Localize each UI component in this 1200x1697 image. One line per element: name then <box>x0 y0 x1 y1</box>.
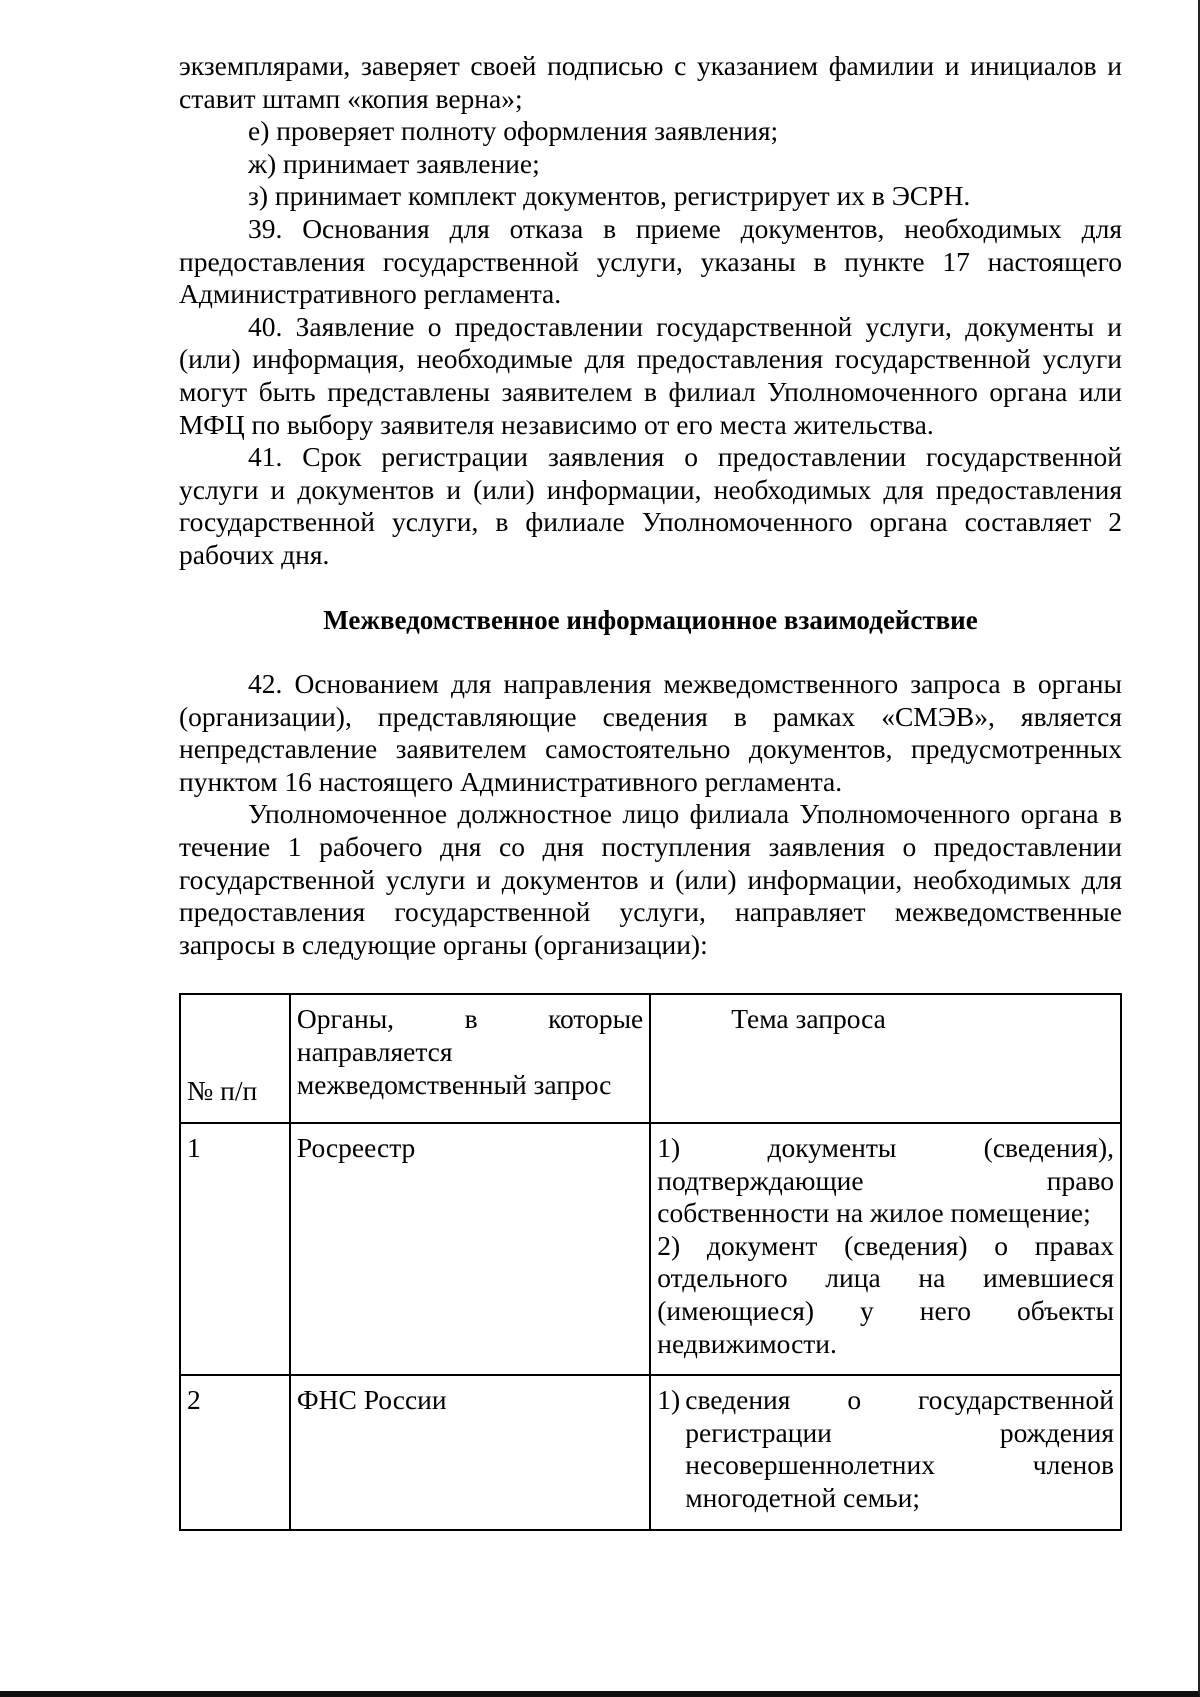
table-row <box>180 1123 1121 1375</box>
table-header-row <box>180 994 1121 1123</box>
header-organization <box>290 994 650 1123</box>
topic-item: 1) документы (сведения), подтверждающие право собственности на жилое помещение; <box>657 1132 1114 1229</box>
paragraph-40: 40. Заявление о предоставлении государственной услуги, документы и (или) информация, необходимые для предоставления государственной услуги могут быть представлены заявителем в филиал Уполномоченного органа или МФЦ по выбору заявителя независимо от его места жительства. <box>179 310 1122 440</box>
topic-item: 2) документ (сведения) о правах отдельного лица на имевшиеся (имеющиеся) у него объекты недвижимости. <box>657 1229 1114 1359</box>
paragraph-request-procedure: Уполномоченное должностное лицо филиала Уполномоченного органа в течение 1 рабочего дня со дня поступления заявления о предоставлении государственной услуги и документов и (или) информации, необходимых для предоставления государственной услуги, направляет межведомственные запросы в следующие органы (организации): <box>179 798 1122 960</box>
row-request-topic <box>650 1375 1121 1529</box>
row-organization: Росреестр <box>290 1123 650 1375</box>
header-org-word-1: Органы, <box>296 1003 395 1035</box>
header-organization-first-line <box>297 1003 643 1036</box>
topic-item <box>657 1384 1114 1514</box>
document-body <box>179 50 1122 1531</box>
paragraph-41: 41. Срок регистрации заявления о предоставлении государственной услуги и документов и (или) информации, необходимых для предоставления государственной услуги, в филиале Уполномоченного органа составляет 2 рабочих дня. <box>179 441 1122 570</box>
table-row <box>180 1375 1121 1529</box>
paragraph-copy-certification: экземплярами, заверяет своей подписью с указанием фамилии и инициалов и ставит штамп «копия верна»; <box>179 50 1122 114</box>
topic-item-text: сведения о государственной регистрации рождения несовершеннолетних членов многодетной семьи; <box>685 1384 1114 1513</box>
row-organization: ФНС России <box>290 1375 650 1529</box>
section-heading: Межведомственное информационное взаимодействие <box>323 604 978 635</box>
paragraph-item-zh: ж) принимает заявление; <box>248 147 540 179</box>
paragraph-item-z: з) принимает комплект документов, регистрирует их в ЭСРН. <box>248 180 971 212</box>
paragraph-item-e: е) проверяет полноту оформления заявления; <box>248 115 779 147</box>
header-request-topic: Тема запроса <box>650 994 1121 1123</box>
header-organization-rest: направляется межведомственный запрос <box>296 1036 612 1100</box>
header-org-word-3: которые <box>548 1003 644 1035</box>
row-number: 1 <box>180 1123 290 1375</box>
row-number: 2 <box>180 1375 290 1529</box>
interagency-request-table <box>179 993 1122 1530</box>
header-org-word-2: в <box>464 1003 478 1035</box>
header-number: № п/п <box>180 994 290 1123</box>
paragraph-42: 42. Основанием для направления межведомственного запроса в органы (организации), представляющие сведения в рамках «СМЭВ», является непредставление заявителем самостоятельно документов, предусмотренных пунктом 16 настоящего Административного регламента. <box>179 668 1122 797</box>
paragraph-39: 39. Основания для отказа в приеме документов, необходимых для предоставления государственной услуги, указаны в пункте 17 настоящего Административного регламента. <box>179 212 1122 310</box>
row-request-topic <box>650 1123 1121 1375</box>
topic-item-number: 1) <box>657 1384 681 1416</box>
